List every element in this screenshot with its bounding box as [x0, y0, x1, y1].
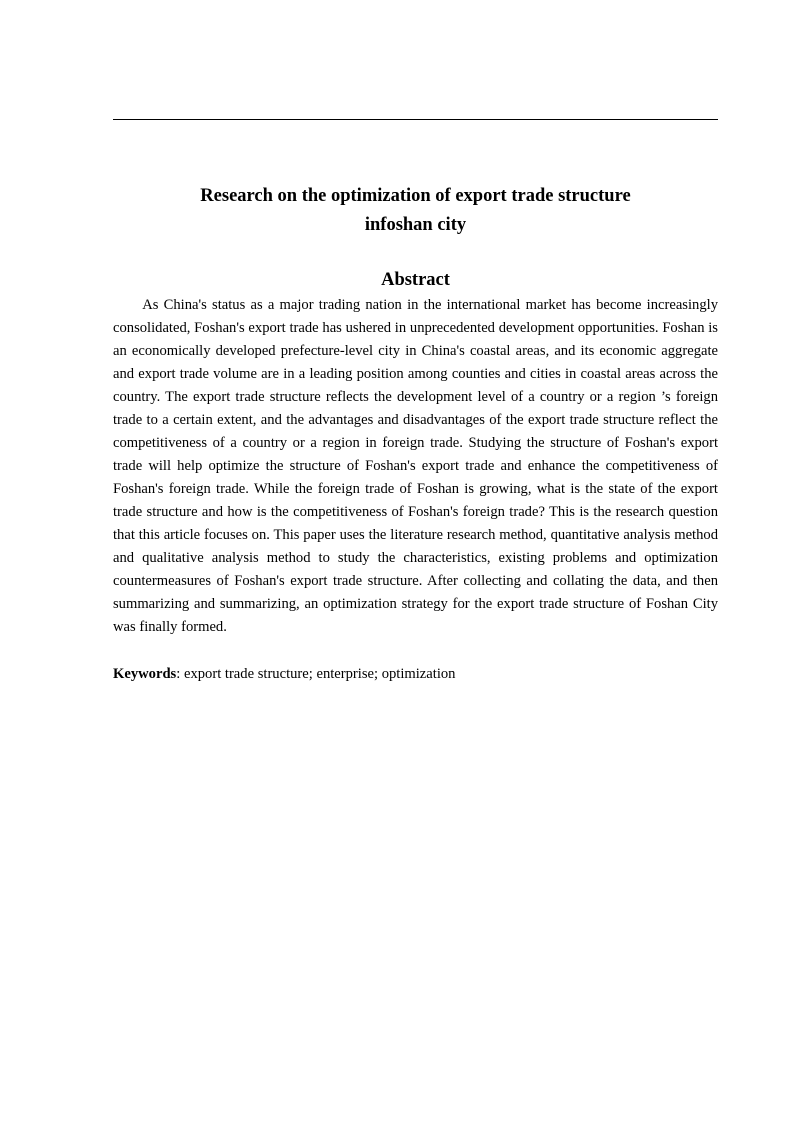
- keywords-text: export trade structure; enterprise; optimization: [180, 666, 456, 682]
- keywords-line: [113, 663, 718, 686]
- paper-title: [113, 182, 718, 240]
- paper-title-line-1: Research on the optimization of export trade structure: [200, 186, 631, 206]
- paper-title-line-2: infoshan city: [364, 215, 467, 235]
- abstract-heading: Abstract: [381, 270, 450, 290]
- header-rule: [113, 119, 718, 120]
- abstract-body: As China's status as a major trading nation in the international market has become increasingly consolidated, Foshan's export trade has ushered in unprecedented development opportunities. Foshan is an economically developed prefecture-level city in China's coastal areas, and its economic aggregate and export trade volume are in a leading position among counties and cities in coastal areas across the country. The export trade structure reflects the development level of a country or a region ’s foreign trade to a certain extent, and the advantages and disadvantages of the export trade structure reflect the competitiveness of a country or a region in foreign trade. Studying the structure of Foshan's export trade will help optimize the structure of Foshan's export trade and enhance the competitiveness of Foshan's foreign trade. While the foreign trade of Foshan is growing, what is the state of the export trade structure and how is the competitiveness of Foshan's foreign trade? This is the research question that this article focuses on. This paper uses the literature research method, quantitative analysis method and qualitative analysis method to study the characteristics, existing problems and optimization countermeasures of Foshan's export trade structure. After collecting and collating the data, and then summarizing and summarizing, an optimization strategy for the export trade structure of Foshan City was finally formed.: [113, 297, 718, 635]
- keywords-label: Keywords: [113, 666, 177, 682]
- keywords-separator: :: [176, 666, 181, 682]
